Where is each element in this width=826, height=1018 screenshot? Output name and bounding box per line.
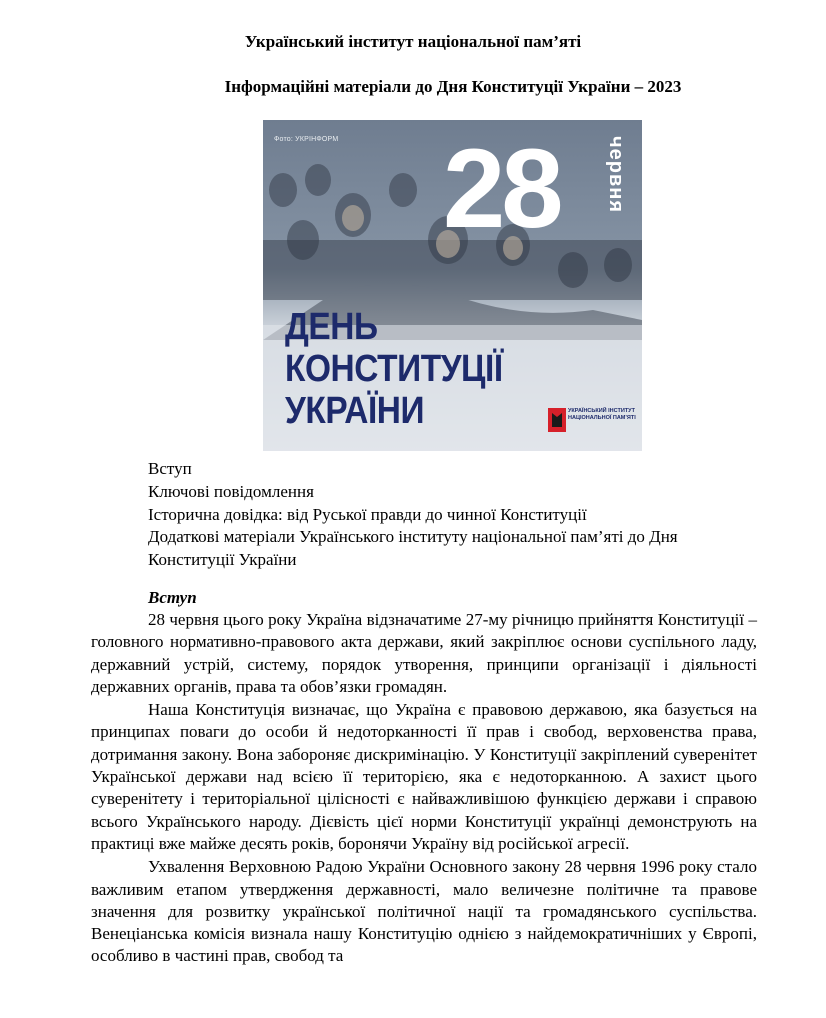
poster-day-number: 28	[443, 126, 560, 251]
document-subtitle: Інформаційні матеріали до Дня Конституції України – 2023	[224, 77, 682, 96]
intro-paragraph-2: Наша Конституція визначає, що Україна є правовою державою, яка базується на принципах поваги до особи й недоторканності її прав і свобод, верховенства права, дотримання закону. Вона забороняє дискримінацію. У Конституції закріплений суверенітет Української держави над всією її територією, яка є недоторканною. А захист цього суверенітету і територіальної цілісності є найважливішою функцією держави і справою всього Українського народу. Дієвість цієї норми Конституції українці демонструють на практиці вже майже десять років, боронячи Україну від російської агресії.	[91, 700, 757, 853]
toc-item-materials: Додаткові матеріали Українського інституту національної пам’яті до Дня	[148, 527, 678, 547]
intro-body	[91, 609, 757, 968]
institute-logo-text: УКРАЇНСЬКИЙ ІНСТИТУТ НАЦІОНАЛЬНОЇ ПАМ’ЯТІ	[568, 408, 636, 421]
intro-paragraph-3: Ухвалення Верховною Радою України Основного закону 28 червня 1996 року стало важливим етапом утвердження державності, мало величезне політичне та правове значення для розвитку української політичної нації та громадянського суспільства. Венеціанська комісія визнала нашу Конституцію однією з найдемократичніших у Європі, особливо в частині прав, свобод та	[91, 857, 757, 966]
poster-headline-line-3: УКРАЇНИ	[285, 390, 425, 432]
toc-item-intro: Вступ	[148, 459, 192, 478]
toc-item-materials-cont: Конституції України	[148, 550, 297, 570]
photo-credit: Фото: УКРІНФОРМ	[274, 136, 339, 143]
intro-heading: Вступ	[148, 588, 197, 607]
intro-paragraph-1: 28 червня цього року Україна відзначатиме 27-му річницю прийняття Конституції – головного нормативно-правового акта держави, який закріплює основи суспільного ладу, державний устрій, систему, порядок утворення, принципи організації і діяльності державних органів, права та обов’язки громадян.	[91, 610, 757, 696]
poster-headline-line-1: ДЕНЬ	[285, 306, 378, 348]
poster-headline-line-2: КОНСТИТУЦІЇ	[285, 348, 503, 390]
poster-month: червня	[605, 136, 627, 213]
constitution-day-poster	[263, 120, 642, 451]
table-of-contents	[148, 458, 768, 572]
institute-title: Український інститут національної пам’яті	[244, 32, 582, 51]
institute-logo-icon	[548, 408, 566, 432]
toc-item-history: Історична довідка: від Руської правди до чинної Конституції	[148, 504, 587, 524]
toc-item-key-messages: Ключові повідомлення	[148, 481, 314, 501]
